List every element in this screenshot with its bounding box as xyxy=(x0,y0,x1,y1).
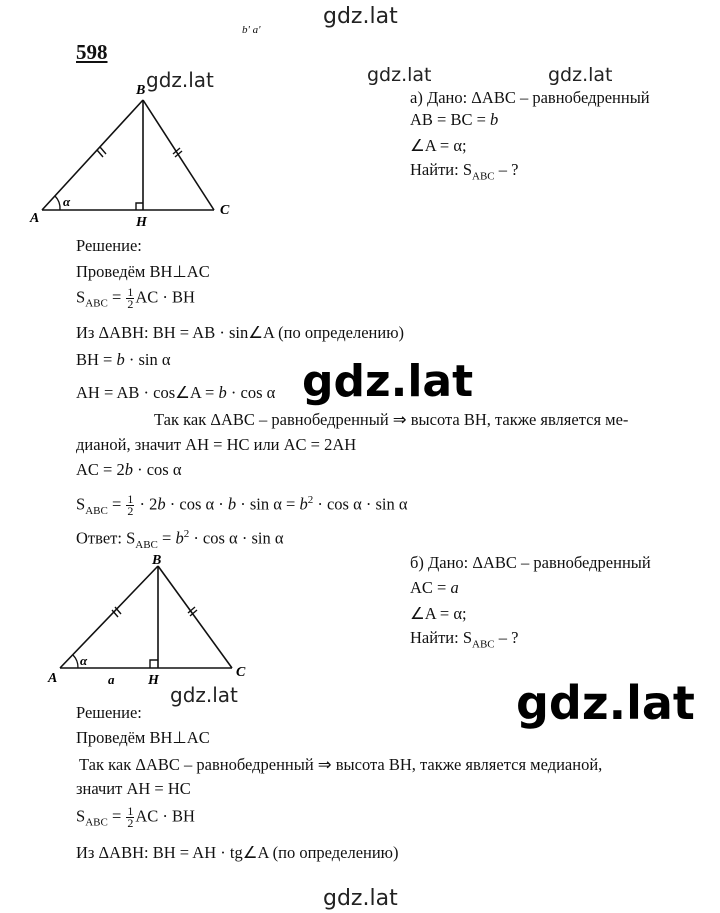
part-a-solution-title: Решение: xyxy=(76,236,142,255)
watermark-mid-left: gdz.lat xyxy=(146,68,214,92)
part-b-line-5: Из ΔABH: BH = AH · tg∠A (по определению) xyxy=(76,843,399,862)
part-a-line-1: Проведём BH⊥AC xyxy=(76,262,210,281)
part-b-find: Найти: $S_{ABC}$ – ? xyxy=(410,628,519,651)
top-fragment: b' a' xyxy=(242,24,261,36)
side-ab xyxy=(60,566,158,668)
figure-triangle-a xyxy=(28,80,243,230)
part-b-line-1: Проведём BH⊥AC xyxy=(76,728,210,747)
figure-triangle-b xyxy=(46,552,256,687)
label-b: B xyxy=(152,553,162,568)
part-a-line-3: Из ΔABH: BH = AB · sin∠A (по определению) xyxy=(76,323,405,342)
fraction-half: $\frac{1}{2}$ xyxy=(127,285,134,311)
angle-arc xyxy=(55,196,60,210)
tick-ab-1 xyxy=(97,150,103,157)
part-b-given-2: ∠A = α; xyxy=(410,604,467,623)
watermark-center-big: gdz.lat xyxy=(302,356,474,407)
watermark-lower-small: gdz.lat xyxy=(170,683,238,707)
part-a-find: Найти: $S_{ABC}$ – ? xyxy=(410,160,519,183)
watermark-bottom: gdz.lat xyxy=(323,886,398,911)
part-a-line-4: BH = b · sin α xyxy=(76,350,171,369)
label-h: H xyxy=(148,673,159,687)
part-b-line-3: значит AH = HC xyxy=(76,779,191,798)
part-a-line-6: Так как ΔABC – равнобедренный ⇒ высота BH, также является ме- xyxy=(154,410,629,429)
part-a-given-2: ∠A = α; xyxy=(410,136,467,155)
label-h: H xyxy=(136,215,147,230)
side-bc xyxy=(158,566,232,668)
part-a-given-1: AB = BC = b xyxy=(410,110,499,129)
watermark-top: gdz.lat xyxy=(323,4,398,29)
problem-number: 598 xyxy=(76,40,108,64)
label-a: A xyxy=(48,671,58,686)
label-b: B xyxy=(136,83,146,98)
label-alpha: α xyxy=(63,194,71,209)
label-alpha: α xyxy=(80,653,88,668)
part-b-line-2: Так как ΔABC – равнобедренный ⇒ высота BH, также является медианой, xyxy=(79,755,603,774)
part-a-line-9: $S_{ABC}$ = $\frac{1}{2}$ · $2b \cdot \cos \alpha \cdot b \cdot \sin \alpha = b^2 \cdot \cos \alpha \cdot \sin \alpha$ xyxy=(76,492,408,519)
angle-arc xyxy=(73,655,78,668)
tick-ab-2 xyxy=(100,147,106,154)
label-c: C xyxy=(220,203,230,218)
part-a-given-title: а) Дано: ΔABC – равнобедренный xyxy=(410,88,650,107)
side-ab xyxy=(42,100,143,210)
part-b-line-4: $S_{ABC}$ = $\frac{1}{2}$ AC · BH xyxy=(76,804,195,830)
part-b-given-1: AC = a xyxy=(410,578,459,597)
label-side-a: a xyxy=(108,672,115,687)
part-a-line-8: AC = 2b · cos α xyxy=(76,460,182,479)
right-angle-mark xyxy=(150,660,158,668)
watermark-mid-right-1: gdz.lat xyxy=(367,64,432,86)
label-c: C xyxy=(236,665,246,680)
right-angle-mark xyxy=(136,203,143,210)
part-a-line-7: дианой, значит AH = HC или AC = 2AH xyxy=(76,435,357,454)
part-b-solution-title: Решение: xyxy=(76,703,142,722)
part-a-line-2: $S_{ABC}$ = $\frac{1}{2}$ AC · BH xyxy=(76,285,195,311)
watermark-lower-big: gdz.lat xyxy=(516,676,695,730)
label-a: A xyxy=(30,211,40,226)
side-bc xyxy=(143,100,214,210)
part-b-given-title: б) Дано: ΔABC – равнобедренный xyxy=(410,553,651,572)
part-a-answer: Ответ: $S_{ABC} = b^2 \cdot \cos \alpha \cdot \sin \alpha$ xyxy=(76,528,284,551)
part-a-line-5: AH = AB · cos∠A = b · cos α xyxy=(76,383,276,402)
watermark-mid-right-2: gdz.lat xyxy=(548,64,613,86)
